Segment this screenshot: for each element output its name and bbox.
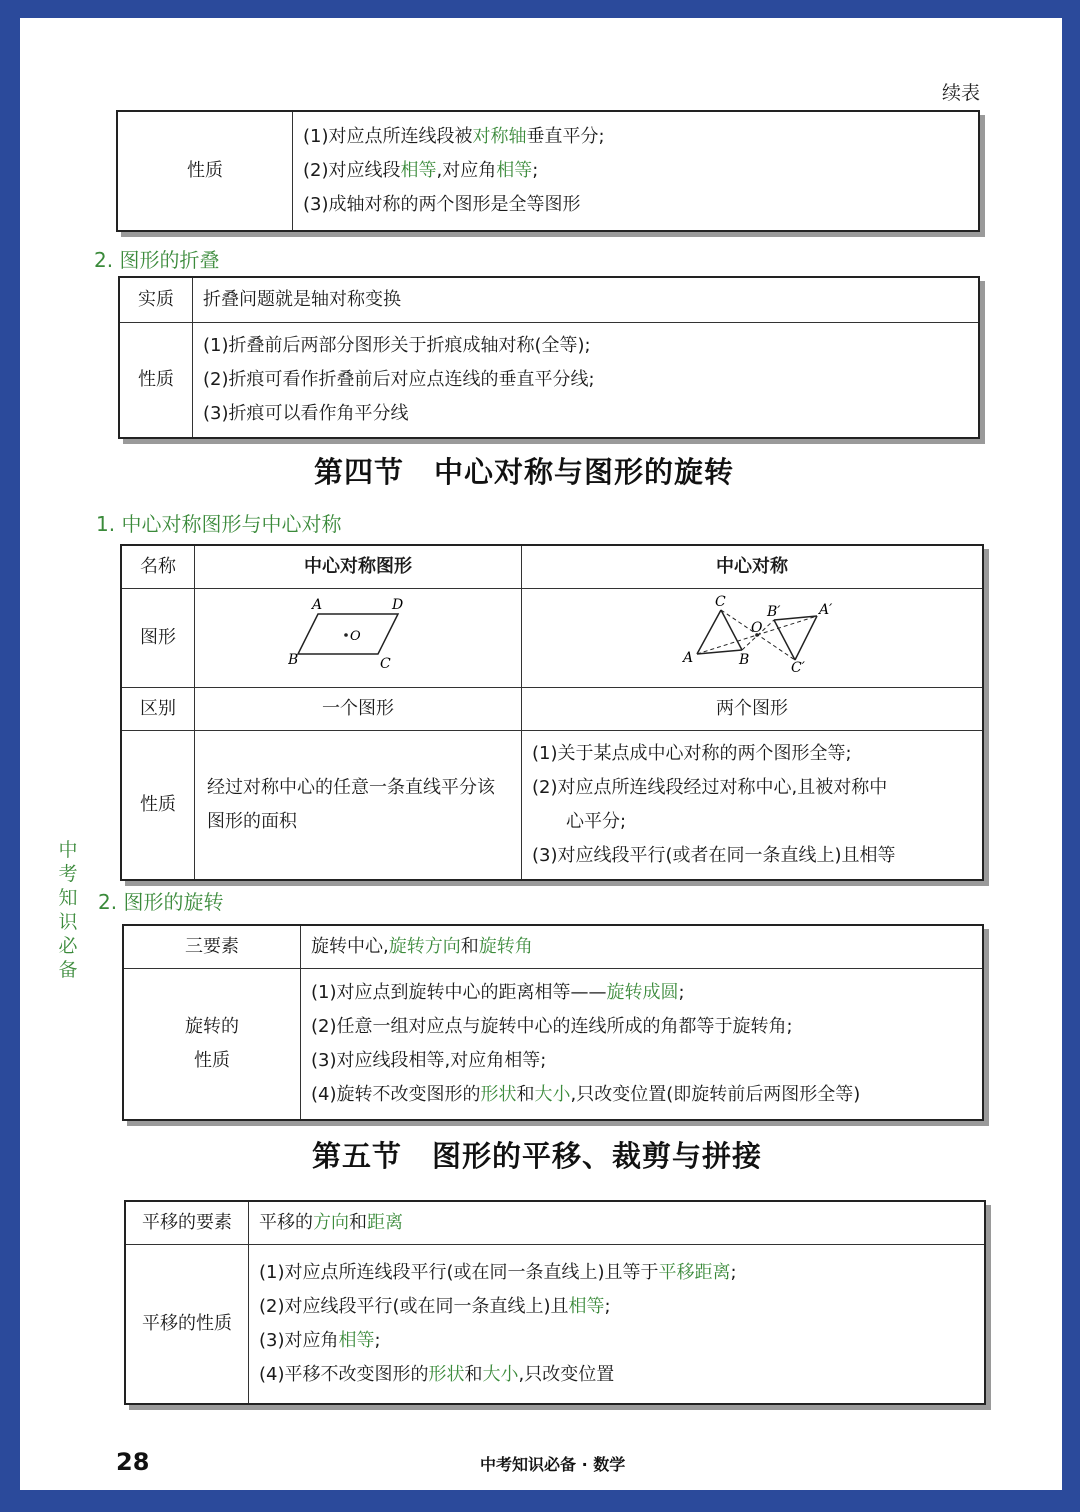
central-symmetry-diagram [667, 590, 837, 674]
trans-line-2: (2)对应线段平行(或在同一条直线上)且相等; [259, 1296, 611, 1317]
sym-prop-line-2b: 心平分; [566, 811, 627, 832]
label-c-prime: C′ [791, 660, 805, 674]
label-c: C [715, 594, 726, 610]
sym-prop-line-1: (1)关于某点成中心对称的两个图形全等; [532, 743, 852, 764]
three-elements-text: 旋转中心,旋转方向和旋转角 [301, 925, 984, 969]
diff-symmetry-text: 两个图形 [522, 688, 984, 731]
axial-prop-line-2: (2)对应线段相等,对应角相等; [303, 160, 539, 181]
col-name-label: 名称 [121, 545, 195, 589]
label-b: B [739, 652, 750, 668]
parallelogram-diagram [288, 592, 428, 672]
trans-line-4: (4)平移不改变图形的形状和大小,只改变位置 [259, 1364, 615, 1385]
fold-heading: 2. 图形的折叠 [94, 248, 220, 272]
fold-prop-line-1: (1)折叠前后两部分图形关于折痕成轴对称(全等); [203, 335, 591, 356]
fold-property-text [193, 323, 980, 439]
central-symmetry-figure [522, 589, 984, 688]
col-figure-header: 中心对称图形 [195, 545, 522, 589]
row-figure-label: 图形 [121, 589, 195, 688]
rotation-heading: 2. 图形的旋转 [98, 890, 224, 914]
row-diff-label: 区别 [121, 688, 195, 731]
axial-property-label: 性质 [117, 111, 293, 231]
row-prop-label: 性质 [121, 731, 195, 881]
footer-text: 中考知识必备 · 数学 [480, 1455, 626, 1474]
label-a: A [312, 597, 323, 613]
axial-prop-line-1: (1)对应点所连线段被对称轴垂直平分; [303, 126, 605, 147]
diff-figure-text: 一个图形 [195, 688, 522, 731]
sym-prop-line-3: (3)对应线段平行(或者在同一条直线上)且相等 [532, 845, 896, 866]
page-number: 28 [116, 1448, 150, 1476]
col-symmetry-header: 中心对称 [522, 545, 984, 589]
three-elements-label: 三要素 [123, 925, 301, 969]
fold-property-label: 性质 [119, 323, 193, 439]
parallelogram-figure [195, 589, 522, 688]
rot-line-2: (2)任意一组对应点与旋转中心的连线所成的角都等于旋转角; [311, 1016, 793, 1037]
fold-prop-line-3: (3)折痕可以看作角平分线 [203, 403, 409, 424]
fold-essence-text: 折叠问题就是轴对称变换 [193, 277, 980, 323]
label-c: C [380, 656, 391, 672]
label-a: A [683, 650, 694, 666]
central-symmetry-heading: 1. 中心对称图形与中心对称 [96, 512, 342, 536]
rotation-property-label: 旋转的 性质 [123, 969, 301, 1121]
fold-prop-line-2: (2)折痕可看作折叠前后对应点连线的垂直平分线; [203, 369, 595, 390]
axial-prop-line-3: (3)成轴对称的两个图形是全等图形 [303, 194, 581, 215]
translation-elements-text: 平移的方向和距离 [249, 1201, 986, 1245]
rot-line-1: (1)对应点到旋转中心的距离相等——旋转成圆; [311, 982, 685, 1003]
central-symmetry-table [120, 544, 984, 881]
label-d: D [392, 597, 404, 613]
page [20, 18, 1062, 1490]
rotation-property-text [301, 969, 984, 1121]
axial-symmetry-table [116, 110, 980, 232]
fold-essence-label: 实质 [119, 277, 193, 323]
translation-property-label: 平移的性质 [125, 1245, 249, 1405]
prop-symmetry-text [522, 731, 984, 881]
label-b-prime: B′ [767, 604, 781, 620]
section5-title: 第五节 图形的平移、裁剪与拼接 [312, 1139, 763, 1173]
prop-figure-text: 经过对称中心的任意一条直线平分该图形的面积 [195, 731, 522, 881]
fold-table [118, 276, 980, 439]
label-o: O [350, 629, 361, 644]
rotation-table [122, 924, 984, 1121]
translation-elements-label: 平移的要素 [125, 1201, 249, 1245]
translation-property-text [249, 1245, 986, 1405]
rot-line-4: (4)旋转不改变图形的形状和大小,只改变位置(即旋转前后两图形全等) [311, 1084, 861, 1105]
axial-property-text [293, 111, 980, 231]
trans-line-3: (3)对应角相等; [259, 1330, 381, 1351]
section4-title: 第四节 中心对称与图形的旋转 [314, 455, 735, 489]
continued-label: 续表 [941, 82, 980, 104]
label-b: B [288, 652, 299, 668]
label-o: O [751, 620, 763, 636]
sidebar-label: 中考知识必备 [58, 839, 78, 981]
sym-prop-line-2: (2)对应点所连线段经过对称中心,且被对称中 [532, 777, 888, 798]
trans-line-1: (1)对应点所连线段平行(或在同一条直线上)且等于平移距离; [259, 1262, 737, 1283]
rot-line-3: (3)对应线段相等,对应角相等; [311, 1050, 547, 1071]
translation-table [124, 1200, 986, 1405]
label-a-prime: A′ [819, 602, 833, 618]
